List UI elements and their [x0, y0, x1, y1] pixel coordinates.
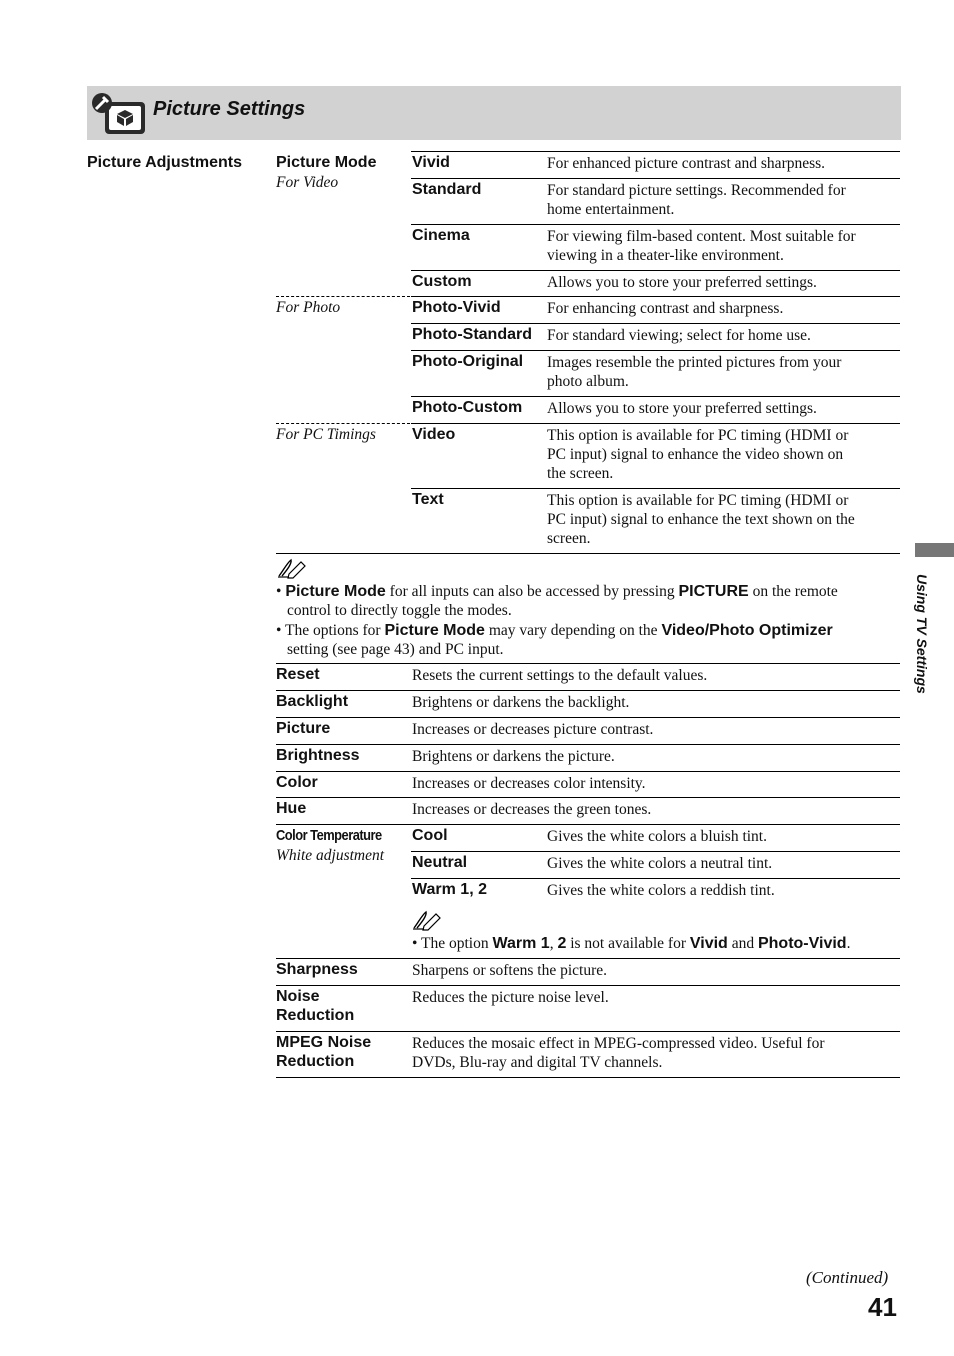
setting-name: Reduction: [276, 1053, 355, 1070]
keyword: Video/Photo Optimizer: [661, 622, 833, 639]
bullet: •: [276, 583, 282, 600]
note-text: and: [727, 935, 758, 952]
setting-desc: Increases or decreases color intensity.: [412, 775, 646, 792]
side-tab-marker: [915, 543, 954, 557]
mode-desc: For standard viewing; select for home use.: [547, 327, 811, 344]
note-text: setting (see page 43) and PC input.: [287, 641, 504, 658]
mode-desc: screen.: [547, 530, 591, 547]
mode-desc: For standard picture settings. Recommended for: [547, 182, 846, 199]
note-text: • The option: [412, 935, 493, 952]
mode-desc: Allows you to store your preferred settings.: [547, 400, 817, 417]
mode-desc: PC input) signal to enhance the text shown on the: [547, 511, 855, 528]
note-text: on the remote: [748, 583, 838, 600]
mode-desc: home entertainment.: [547, 201, 675, 218]
divider: [276, 423, 410, 424]
mode-desc: viewing in a theater-like environment.: [547, 247, 784, 264]
setting-name: Hue: [276, 800, 307, 817]
option-desc: Gives the white colors a reddish tint.: [547, 882, 775, 899]
note-text: .: [846, 935, 851, 952]
mode-desc: PC input) signal to enhance the video shown on: [547, 446, 844, 463]
mode-name: Cinema: [412, 227, 470, 244]
option-desc: Gives the white colors a bluish tint.: [547, 828, 767, 845]
divider: [276, 744, 900, 745]
setting-desc: Increases or decreases the green tones.: [412, 801, 652, 818]
note-bullet: [276, 582, 838, 601]
mode-name: Photo-Original: [412, 353, 524, 370]
divider: [276, 797, 900, 798]
setting-name: Picture: [276, 720, 331, 737]
wrench-settings-icon: [91, 92, 147, 136]
for-pc-label: For PC Timings: [276, 426, 376, 443]
mode-desc: photo album.: [547, 373, 629, 390]
divider: [276, 771, 900, 772]
keyword: Warm 1: [492, 935, 550, 952]
divider: [411, 350, 900, 351]
color-temp-label: Color Temperature: [276, 827, 382, 844]
mode-name: Text: [412, 491, 444, 508]
setting-name: Reset: [276, 666, 320, 683]
divider: [276, 985, 900, 986]
note-bullet: [276, 621, 833, 640]
divider: [276, 663, 900, 664]
pencil-note-icon: [277, 557, 307, 579]
mode-desc: For enhancing contrast and sharpness.: [547, 300, 784, 317]
mode-desc: This option is available for PC timing (HDMI or: [547, 427, 849, 444]
for-video-label: For Video: [276, 174, 339, 191]
setting-name: Noise: [276, 988, 320, 1005]
mode-desc: the screen.: [547, 465, 614, 482]
divider: [411, 878, 900, 879]
setting-name: Brightness: [276, 747, 360, 764]
setting-name: MPEG Noise: [276, 1034, 372, 1051]
mode-name: Photo-Custom: [412, 399, 523, 416]
divider: [411, 151, 900, 152]
divider: [411, 224, 900, 225]
divider: [411, 423, 900, 424]
section-banner: [87, 86, 901, 140]
keyword: PICTURE: [678, 583, 749, 600]
mode-desc: For enhanced picture contrast and sharpness.: [547, 155, 826, 172]
divider: [276, 1031, 900, 1032]
setting-desc: Resets the current settings to the default values.: [412, 667, 708, 684]
side-tab-label: Using TV Settings: [914, 574, 930, 694]
divider: [276, 296, 410, 297]
divider: [411, 270, 900, 271]
keyword: Photo-Vivid: [757, 935, 847, 952]
note-text: for all inputs can also be accessed by pressing: [385, 583, 679, 600]
keyword: Picture Mode: [285, 583, 386, 600]
divider: [276, 1077, 900, 1078]
setting-name: Reduction: [276, 1007, 355, 1024]
setting-desc: DVDs, Blu-ray and digital TV channels.: [412, 1054, 663, 1071]
mode-desc: Allows you to store your preferred settings.: [547, 274, 817, 291]
setting-desc: Increases or decreases picture contrast.: [412, 721, 654, 738]
mode-name: Video: [412, 426, 456, 443]
option-name: Neutral: [412, 854, 468, 871]
setting-name: Backlight: [276, 693, 349, 710]
divider: [411, 851, 900, 852]
divider: [411, 323, 900, 324]
note-text: control to directly toggle the modes.: [287, 602, 512, 619]
mode-name: Photo-Standard: [412, 326, 532, 343]
divider: [411, 296, 900, 297]
mode-name: Photo-Vivid: [412, 299, 501, 316]
option-name: Cool: [412, 827, 448, 844]
divider: [276, 553, 900, 554]
setting-desc: Brightens or darkens the picture.: [412, 748, 615, 765]
keyword: 2: [557, 935, 567, 952]
divider: [276, 690, 900, 691]
setting-name: Sharpness: [276, 961, 358, 978]
mode-name: Vivid: [412, 154, 450, 171]
bullet: •: [276, 622, 282, 639]
mode-desc: Images resemble the printed pictures from your: [547, 354, 842, 371]
note-text: ,: [549, 935, 558, 952]
setting-desc: Reduces the mosaic effect in MPEG-compressed video. Useful for: [412, 1035, 825, 1052]
pencil-note-icon: [412, 909, 442, 931]
divider: [276, 717, 900, 718]
setting-desc: Brightens or darkens the backlight.: [412, 694, 630, 711]
setting-desc: Reduces the picture noise level.: [412, 989, 609, 1006]
page-title: Picture Settings: [153, 98, 306, 120]
mode-name: Standard: [412, 181, 482, 198]
setting-desc: Sharpens or softens the picture.: [412, 962, 607, 979]
mode-desc: This option is available for PC timing (HDMI or: [547, 492, 849, 509]
color-temp-sub: White adjustment: [276, 847, 385, 864]
option-name: Warm 1, 2: [412, 881, 487, 898]
section-label: Picture Adjustments: [87, 154, 242, 171]
divider: [276, 958, 900, 959]
continued-label: (Continued): [806, 1268, 889, 1287]
keyword: Vivid: [689, 935, 728, 952]
divider: [411, 396, 900, 397]
setting-name: Color: [276, 774, 318, 791]
divider: [411, 178, 900, 179]
option-desc: Gives the white colors a neutral tint.: [547, 855, 773, 872]
keyword: Picture Mode: [384, 622, 485, 639]
note-text: The options for: [281, 622, 385, 639]
for-photo-label: For Photo: [276, 299, 341, 316]
divider: [276, 824, 900, 825]
page-number: 41: [868, 1292, 897, 1322]
mode-desc: For viewing film-based content. Most suitable for: [547, 228, 856, 245]
note-bullet: [412, 934, 850, 953]
picture-mode-label: Picture Mode: [276, 154, 377, 171]
note-text: may vary depending on the: [484, 622, 662, 639]
divider: [411, 488, 900, 489]
note-text: is not available for: [566, 935, 690, 952]
mode-name: Custom: [412, 273, 472, 290]
